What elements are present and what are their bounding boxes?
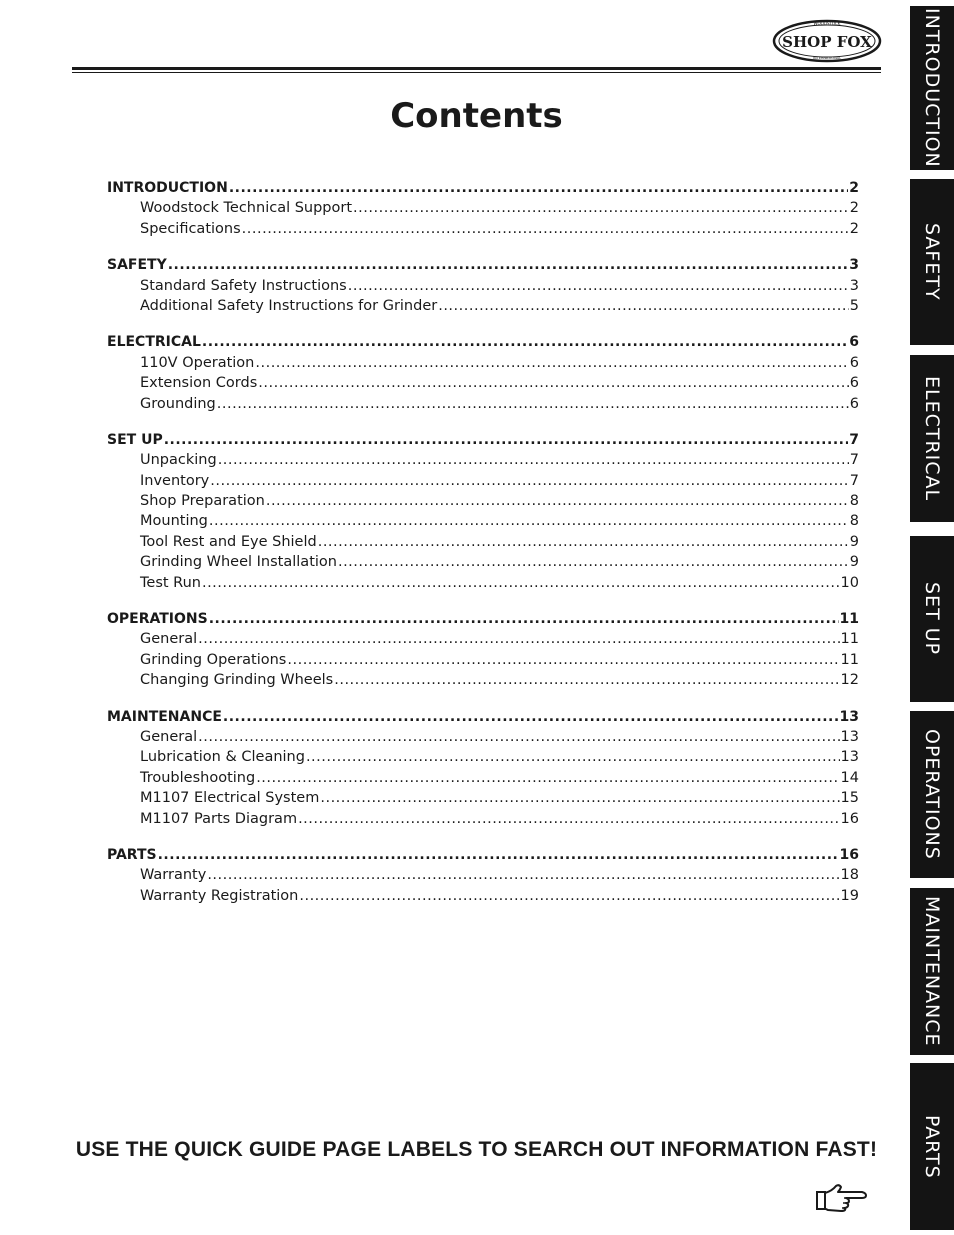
toc-entry-title: Shop Preparation bbox=[140, 493, 265, 510]
toc-entry-title: Changing Grinding Wheels bbox=[140, 672, 334, 689]
toc-section bbox=[107, 707, 859, 829]
toc-section-heading[interactable] bbox=[107, 178, 859, 198]
toc-entry[interactable] bbox=[107, 296, 859, 316]
toc-section-heading[interactable] bbox=[107, 707, 859, 727]
toc-section bbox=[107, 332, 859, 414]
toc-section-heading-title: PARTS bbox=[107, 846, 157, 863]
toc-entry-title: General bbox=[140, 728, 198, 745]
header-rule-thick bbox=[72, 67, 881, 70]
dot-leader bbox=[242, 219, 849, 239]
tab-introduction[interactable] bbox=[910, 6, 954, 170]
toc-entry-title: Standard Safety Instructions bbox=[140, 277, 347, 294]
dot-leader bbox=[318, 532, 849, 552]
logo-text: SHOP FOX bbox=[782, 33, 872, 51]
toc-entry-title: Extension Cords bbox=[140, 375, 258, 392]
toc-entry-title: Inventory bbox=[140, 472, 210, 489]
toc-entry-title: Tool Rest and Eye Shield bbox=[140, 533, 317, 550]
dot-leader bbox=[334, 670, 839, 690]
toc-entry-title: M1107 Electrical System bbox=[140, 790, 320, 807]
quick-guide-footer-text: USE THE QUICK GUIDE PAGE LABELS TO SEARCH OUT INFORMATION FAST! bbox=[75, 1138, 878, 1161]
toc-entry-title: Warranty Registration bbox=[140, 887, 299, 904]
toc-section-heading[interactable] bbox=[107, 609, 859, 629]
toc-entry-page-number: 19 bbox=[840, 887, 859, 904]
dot-leader bbox=[287, 650, 839, 670]
toc-entry-title: Troubleshooting bbox=[140, 769, 256, 786]
toc-entry-page-number: 7 bbox=[849, 452, 859, 469]
toc-entry-page-number: 12 bbox=[840, 672, 859, 689]
toc-section-heading-title: SET UP bbox=[107, 431, 163, 448]
tab-label: ELECTRICAL bbox=[921, 375, 943, 502]
toc-entry-title: General bbox=[140, 631, 198, 648]
toc-entry[interactable] bbox=[107, 768, 859, 788]
toc-entry[interactable] bbox=[107, 471, 859, 491]
toc-entry-page-number: 18 bbox=[840, 867, 859, 884]
toc-entry[interactable] bbox=[107, 532, 859, 552]
toc-section-heading-page-number: 6 bbox=[849, 334, 859, 351]
toc-entry-title: Additional Safety Instructions for Grinder bbox=[140, 297, 438, 314]
toc-section-heading-title: SAFETY bbox=[107, 257, 167, 274]
toc-entry[interactable] bbox=[107, 629, 859, 649]
toc-section-heading-title: OPERATIONS bbox=[107, 611, 208, 628]
toc-entry-page-number: 2 bbox=[849, 200, 859, 217]
toc-section-heading-title: INTRODUCTION bbox=[107, 180, 228, 196]
toc-entry[interactable] bbox=[107, 219, 859, 239]
dot-leader bbox=[223, 707, 839, 727]
dot-leader bbox=[164, 430, 849, 450]
dot-leader bbox=[210, 471, 849, 491]
dot-leader bbox=[338, 552, 849, 572]
toc-section-heading[interactable] bbox=[107, 332, 859, 352]
toc-entry[interactable] bbox=[107, 809, 859, 829]
dot-leader bbox=[218, 450, 849, 470]
toc-entry-page-number: 5 bbox=[849, 297, 859, 314]
toc-entry-title: Warranty bbox=[140, 867, 207, 884]
dot-leader bbox=[298, 809, 839, 829]
tab-set-up[interactable] bbox=[910, 536, 954, 702]
toc-entry-title: Mounting bbox=[140, 513, 208, 530]
tab-label: PARTS bbox=[921, 1114, 943, 1179]
shop-fox-logo-icon bbox=[772, 18, 882, 64]
dot-leader bbox=[306, 747, 840, 767]
dot-leader bbox=[168, 255, 849, 275]
dot-leader bbox=[209, 511, 849, 531]
toc-entry-title: Grounding bbox=[140, 395, 216, 412]
dot-leader bbox=[198, 727, 839, 747]
toc-entry-title: 110V Operation bbox=[140, 354, 255, 371]
toc-entry-page-number: 8 bbox=[849, 493, 859, 510]
toc-section-heading-title: ELECTRICAL bbox=[107, 334, 201, 351]
tab-operations[interactable] bbox=[910, 711, 954, 878]
toc-section-heading-page-number: 16 bbox=[839, 846, 859, 863]
dot-leader bbox=[256, 768, 839, 788]
toc-section-heading-page-number: 7 bbox=[849, 431, 859, 448]
toc-section bbox=[107, 255, 859, 316]
toc-section-heading-page-number: 11 bbox=[839, 611, 859, 628]
toc-entry[interactable] bbox=[107, 865, 859, 885]
toc-entry-page-number: 2 bbox=[849, 220, 859, 237]
dot-leader bbox=[266, 491, 849, 511]
toc-entry[interactable] bbox=[107, 670, 859, 690]
toc-entry[interactable] bbox=[107, 727, 859, 747]
dot-leader bbox=[202, 573, 840, 593]
toc-entry[interactable] bbox=[107, 198, 859, 218]
toc-entry-page-number: 7 bbox=[849, 472, 859, 489]
tab-label: OPERATIONS bbox=[921, 729, 943, 860]
tab-safety[interactable] bbox=[910, 179, 954, 345]
tab-label: SAFETY bbox=[921, 223, 943, 301]
toc-entry-title: Grinding Wheel Installation bbox=[140, 554, 337, 571]
table-of-contents bbox=[107, 178, 859, 922]
toc-entry-page-number: 8 bbox=[849, 513, 859, 530]
dot-leader bbox=[438, 296, 849, 316]
toc-entry-page-number: 10 bbox=[840, 574, 859, 591]
tab-label: INTRODUCTION bbox=[921, 8, 943, 168]
pointing-hand-icon bbox=[814, 1182, 868, 1212]
toc-entry[interactable] bbox=[107, 450, 859, 470]
tab-label: MAINTENANCE bbox=[921, 896, 943, 1047]
toc-section-heading-title: MAINTENANCE bbox=[107, 708, 222, 725]
dot-leader bbox=[217, 394, 849, 414]
toc-entry-page-number: 11 bbox=[840, 631, 859, 648]
toc-section-heading-page-number: 2 bbox=[849, 180, 859, 196]
toc-entry-title: Test Run bbox=[140, 574, 201, 591]
dot-leader bbox=[348, 276, 849, 296]
dot-leader bbox=[158, 845, 839, 865]
toc-section bbox=[107, 609, 859, 691]
toc-entry-page-number: 13 bbox=[840, 749, 859, 766]
toc-entry[interactable] bbox=[107, 650, 859, 670]
logo-top-text: WOODSTOCK bbox=[813, 21, 841, 26]
quick-guide-tabs bbox=[910, 0, 954, 1235]
toc-entry[interactable] bbox=[107, 394, 859, 414]
tab-label: SET UP bbox=[921, 582, 943, 656]
toc-entry[interactable] bbox=[107, 373, 859, 393]
toc-entry-page-number: 6 bbox=[849, 375, 859, 392]
toc-entry-page-number: 6 bbox=[849, 354, 859, 371]
toc-entry[interactable] bbox=[107, 552, 859, 572]
page-title: Contents bbox=[390, 96, 563, 136]
toc-section-heading[interactable] bbox=[107, 845, 859, 865]
toc-section bbox=[107, 845, 859, 906]
toc-section bbox=[107, 178, 859, 239]
toc-section-heading-page-number: 13 bbox=[839, 708, 859, 725]
dot-leader bbox=[229, 178, 848, 198]
toc-entry-page-number: 11 bbox=[840, 651, 859, 668]
toc-entry-page-number: 6 bbox=[849, 395, 859, 412]
toc-section bbox=[107, 430, 859, 593]
toc-entry-title: Woodstock Technical Support bbox=[140, 200, 353, 217]
toc-entry[interactable] bbox=[107, 573, 859, 593]
toc-entry-title: Unpacking bbox=[140, 452, 217, 469]
toc-entry-title: Specifications bbox=[140, 220, 241, 237]
dot-leader bbox=[207, 865, 839, 885]
toc-section-heading[interactable] bbox=[107, 430, 859, 450]
toc-entry-page-number: 15 bbox=[840, 790, 859, 807]
toc-entry-page-number: 16 bbox=[840, 810, 859, 827]
dot-leader bbox=[198, 629, 839, 649]
dot-leader bbox=[320, 788, 839, 808]
toc-entry[interactable] bbox=[107, 747, 859, 767]
toc-entry[interactable] bbox=[107, 491, 859, 511]
toc-section-heading[interactable] bbox=[107, 255, 859, 275]
dot-leader bbox=[209, 609, 839, 629]
toc-entry[interactable] bbox=[107, 886, 859, 906]
dot-leader bbox=[299, 886, 839, 906]
toc-entry-page-number: 13 bbox=[840, 728, 859, 745]
toc-entry-title: M1107 Parts Diagram bbox=[140, 810, 298, 827]
toc-entry-title: Grinding Operations bbox=[140, 651, 287, 668]
toc-section-heading-page-number: 3 bbox=[849, 257, 859, 274]
toc-entry-page-number: 9 bbox=[849, 554, 859, 571]
tab-parts[interactable] bbox=[910, 1063, 954, 1230]
toc-entry-page-number: 14 bbox=[840, 769, 859, 786]
toc-entry[interactable] bbox=[107, 353, 859, 373]
toc-entry[interactable] bbox=[107, 788, 859, 808]
toc-entry[interactable] bbox=[107, 511, 859, 531]
shop-fox-logo bbox=[772, 18, 882, 64]
toc-entry-page-number: 9 bbox=[849, 533, 859, 550]
tab-maintenance[interactable] bbox=[910, 888, 954, 1055]
dot-leader bbox=[258, 373, 849, 393]
tab-electrical[interactable] bbox=[910, 355, 954, 522]
logo-bottom-text: INTERNATIONAL bbox=[812, 56, 842, 60]
toc-entry-page-number: 3 bbox=[849, 277, 859, 294]
toc-entry-title: Lubrication & Cleaning bbox=[140, 749, 305, 766]
dot-leader bbox=[202, 332, 848, 352]
dot-leader bbox=[255, 353, 848, 373]
header-rule-thin bbox=[72, 72, 881, 73]
dot-leader bbox=[353, 198, 849, 218]
toc-entry[interactable] bbox=[107, 276, 859, 296]
